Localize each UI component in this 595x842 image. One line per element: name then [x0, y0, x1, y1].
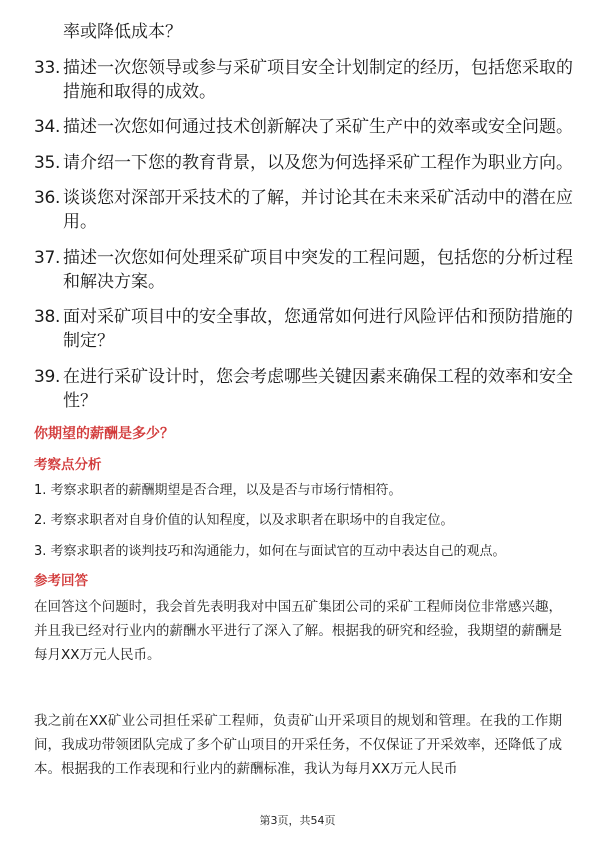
question-text: 描述一次您领导或参与采矿项目安全计划制定的经历，包括您采取的措施和取得的成效。 [63, 57, 573, 102]
question-number: 38. [34, 307, 61, 327]
question-item [34, 365, 574, 413]
question-text: 在进行采矿设计时，您会考虑哪些关键因素来确保工程的效率和安全性？ [63, 366, 573, 411]
question-number: 36. [34, 188, 61, 208]
question-item [34, 115, 574, 139]
question-item [34, 56, 574, 104]
question-text: 谈谈您对深部开采技术的了解，并讨论其在未来采矿活动中的潜在应用。 [63, 188, 573, 232]
question-list [34, 20, 574, 424]
analysis-point: 3. 考察求职者的谈判技巧和沟通能力，如何在与面试官的互动中表达自己的观点。 [34, 543, 506, 559]
question-item [34, 305, 574, 353]
question-text: 面对采矿项目中的安全事故，您通常如何进行风险评估和预防措施的制定？ [63, 307, 573, 351]
question-number: 33. [34, 57, 61, 78]
section-heading: 你期望的薪酬是多少？ [34, 426, 174, 442]
answer-paragraph: 我之前在XX矿业公司担任采矿工程师，负责矿山开采项目的规划和管理。在我的工作期间，我成功带领团队完成了多个矿山项目的开采任务，不仅保证了开采效率，还降低了成本。根据我的工作表现和行业内的薪酬标准，我认为每月XX万元人民币 [34, 713, 562, 777]
answer-paragraph: 在回答这个问题时，我会首先表明我对中国五矿集团公司的采矿工程师岗位非常感兴趣，并且我已经对行业内的薪酬水平进行了深入了解。根据我的研究和经验，我期望的薪酬是每月XX万元人民币。 [34, 599, 562, 663]
question-item [34, 151, 574, 175]
question-text: 请介绍一下您的教育背景，以及您为何选择采矿工程作为职业方向。 [63, 152, 573, 173]
question-number: 35. [34, 152, 61, 173]
question-text: 描述一次您如何通过技术创新解决了采矿生产中的效率或安全问题。 [63, 117, 573, 137]
question-item [34, 20, 574, 44]
answer-heading: 参考回答 [34, 573, 88, 589]
analysis-point: 2. 考察求职者对自身价值的认知程度，以及求职者在职场中的自我定位。 [34, 513, 454, 529]
analysis-heading: 考察点分析 [34, 457, 102, 473]
question-number: 34. [34, 117, 61, 137]
analysis-points [34, 482, 579, 573]
question-text: 描述一次您如何处理采矿项目中突发的工程问题，包括您的分析过程和解决方案。 [63, 247, 573, 292]
page-number: 第3页，共54页 [259, 814, 336, 827]
question-number: 39. [34, 366, 61, 387]
question-number: 37. [34, 247, 61, 268]
question-text: 率或降低成本？ [63, 22, 182, 42]
question-item [34, 186, 574, 234]
analysis-point: 1. 考察求职者的薪酬期望是否合理，以及是否与市场行情相符。 [34, 483, 402, 498]
question-item [34, 246, 574, 294]
